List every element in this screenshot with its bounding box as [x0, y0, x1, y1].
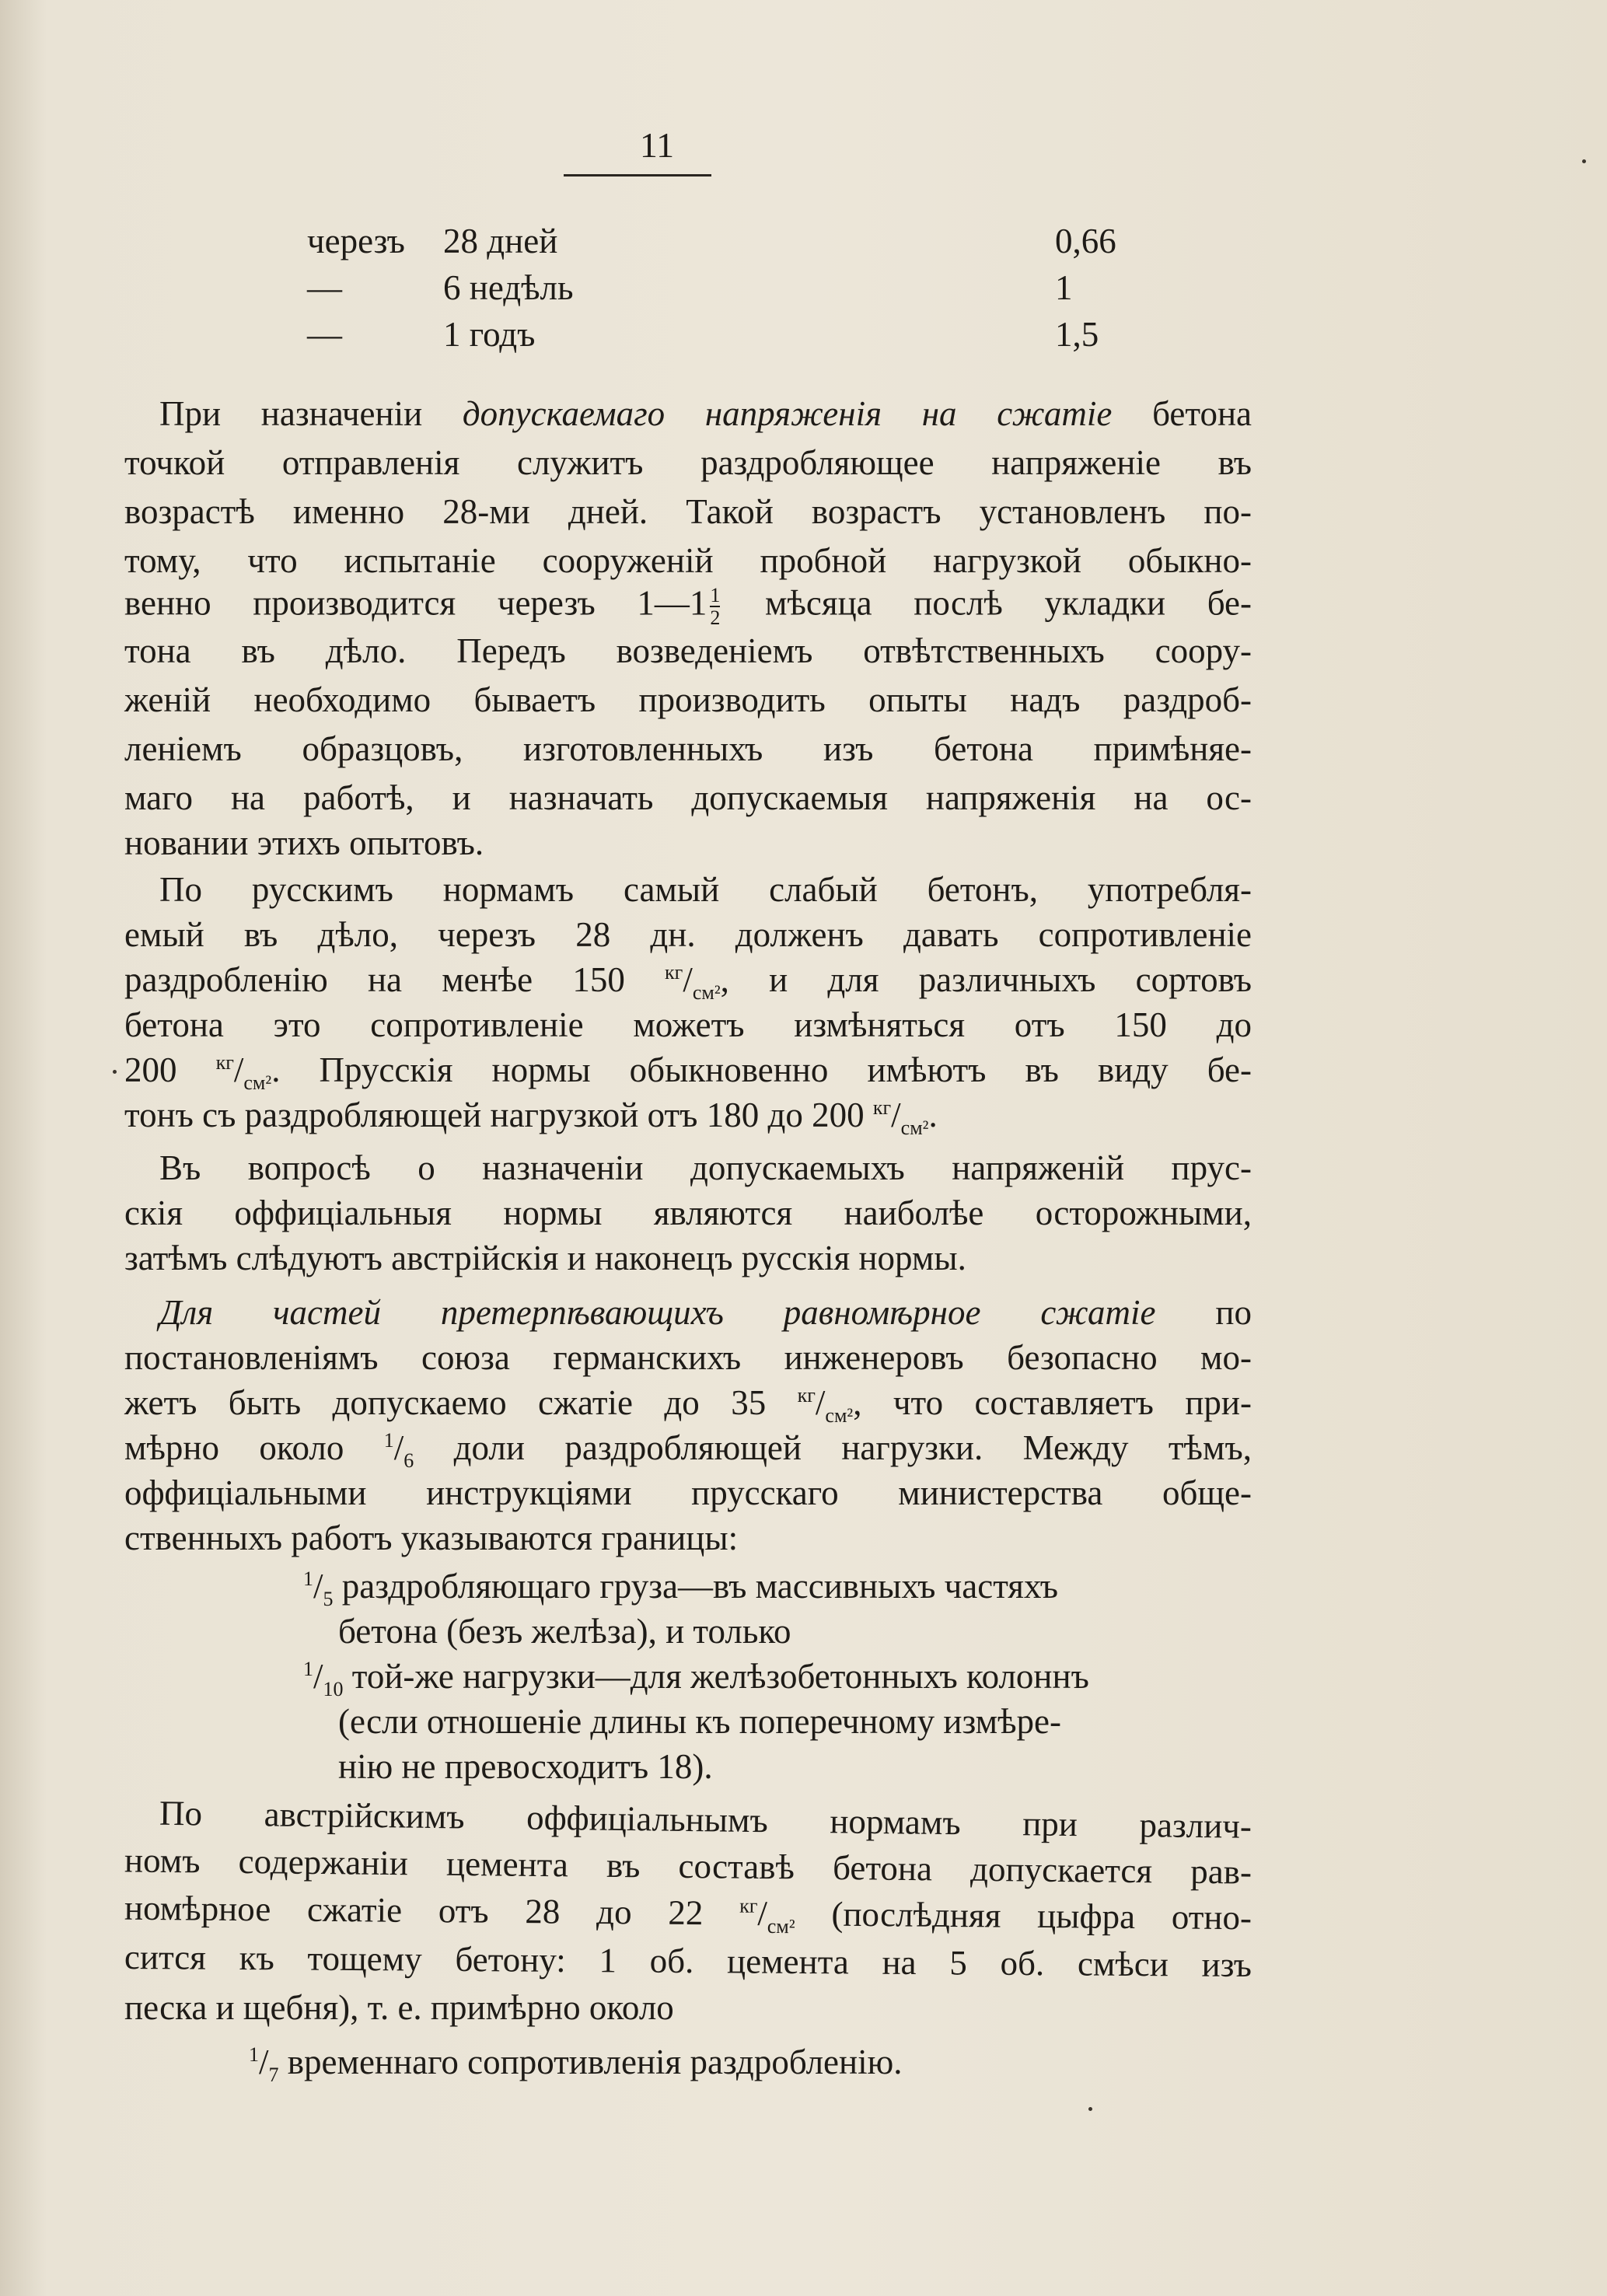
paragraph-line: ственныхъ работъ указываются границы:: [124, 1518, 739, 1557]
table-cell-value: 1,5: [1055, 315, 1099, 354]
table-cell-term: —: [307, 268, 342, 307]
table-cell-term: черезъ: [307, 222, 405, 260]
paragraph-line: песка и щебня), т. е. примѣрно около: [124, 1988, 674, 2027]
paragraph-line: скія оффиціальныя нормы являются наиболѣе осторожными,: [124, 1193, 1252, 1232]
paragraph-line: тона въ дѣло. Передъ возведеніемъ отвѣтственныхъ соору-: [124, 631, 1252, 670]
paragraph-line: Въ вопросѣ о назначеніи допускаемыхъ напряженій прус-: [159, 1148, 1252, 1187]
paragraph-line: емый въ дѣло, черезъ 28 дн. долженъ давать сопротивленіе: [124, 915, 1252, 954]
paragraph-line: бетона это сопротивленіе можетъ измѣняться отъ 150 до: [124, 1005, 1252, 1044]
paragraph-line: сится къ тощему бетону: 1 об. цемента на 5 об. смѣси изъ: [124, 1937, 1252, 1985]
emphasis-text: Для частей претерпѣвающихъ равномѣрное сжатіе: [159, 1293, 1156, 1332]
paragraph-line: затѣмъ слѣдуютъ австрійскія и наконецъ русскія нормы.: [124, 1239, 966, 1277]
list-item-line: $^1/_7$ временнаго сопротивленія раздробленію.: [249, 2043, 903, 2086]
paragraph-line: оффиціальными инструкціями прусскаго министерства обще-: [124, 1473, 1252, 1512]
list-item-line: бетона (безъ желѣза), и только: [338, 1612, 791, 1651]
paragraph-line: 200 $^{кг}/_{см^2}$. Прусскія нормы обыкновенно имѣютъ въ виду бе-: [124, 1050, 1252, 1094]
paragraph-line: постановленіямъ союза германскихъ инженеровъ безопасно мо-: [124, 1338, 1252, 1377]
paper-speck: [113, 1070, 117, 1074]
paragraph-line: маго на работѣ, и назначать допускаемыя напряженія на ос-: [124, 778, 1252, 817]
paragraph-line: По австрійскимъ оффиціальнымъ нормамъ при различ-: [159, 1793, 1252, 1846]
unit-cm2: см²: [900, 1117, 929, 1139]
paragraph-line: тонъ съ раздробляющей нагрузкой отъ 180 до 200 $^{кг}/_{см^2}$.: [124, 1096, 938, 1139]
list-item-line: (если отношеніе длины къ поперечному измѣре-: [338, 1702, 1061, 1741]
fraction-denominator: 10: [323, 1678, 344, 1700]
paragraph-line: возрастѣ именно 28-ми дней. Такой возрастъ установленъ по-: [124, 492, 1252, 531]
paragraph-line: жетъ быть допускаемо сжатіе до 35 $^{кг}/_{см^2}$, что составляетъ при-: [124, 1383, 1252, 1427]
list-item-line: $^1/_5$ раздробляющаго груза—въ массивныхъ частяхъ: [303, 1567, 1059, 1610]
paragraph-line: номѣрное сжатіе отъ 28 до 22 $^{кг}/_{см^2}$ (послѣдняя цыфра отно-: [124, 1888, 1252, 1938]
list-item-line: $^1/_{10}$ той-же нагрузки—для желѣзобетонныхъ колоннъ: [303, 1657, 1089, 1700]
fraction-denominator: 6: [403, 1449, 414, 1472]
paragraph-line: По русскимъ нормамъ самый слабый бетонъ, употребля-: [159, 870, 1252, 909]
unit-cm2: см²: [825, 1404, 854, 1427]
unit-cm2: см²: [767, 1914, 795, 1938]
unit-kg: кг: [797, 1384, 816, 1407]
paragraph-line: женій необходимо бываетъ производить опыты надъ раздроб-: [124, 680, 1252, 719]
paragraph-line: мѣрно около $^1/_6$ доли раздробляющей нагрузки. Между тѣмъ,: [124, 1428, 1252, 1472]
fraction-half: $\frac{1}{2}$: [710, 584, 721, 630]
unit-kg: кг: [872, 1096, 892, 1119]
table-cell-period: 1 годъ: [443, 315, 536, 354]
paragraph-line: венно производится черезъ 1—1 $\frac{1}{2}$ мѣсяца послѣ укладки бе-: [124, 583, 1252, 630]
page-number: 11: [639, 125, 675, 165]
unit-kg: кг: [665, 961, 683, 984]
paper-speck: [1088, 2107, 1092, 2111]
paragraph-line: номъ содержаніи цемента въ составѣ бетона допускается рав-: [124, 1840, 1252, 1892]
paragraph-line: При назначеніи допускаемаго напряженія на сжатіе бетона: [159, 394, 1252, 433]
table-cell-value: 1: [1055, 268, 1073, 307]
fraction-denominator: 7: [268, 2064, 279, 2086]
emphasis-text: допускаемаго напряженія на сжатіе: [462, 394, 1113, 433]
paragraph-line: точкой отправленія служитъ раздробляющее напряженіе въ: [124, 443, 1252, 482]
paper-speck: [1582, 159, 1586, 163]
list-item-line: нію не превосходитъ 18).: [338, 1747, 713, 1786]
paragraph-line: раздробленію на менѣе 150 $^{кг}/_{см^2}$, и для различныхъ сортовъ: [124, 960, 1252, 1004]
table-cell-term: —: [307, 315, 342, 354]
page-number-rule: [564, 174, 711, 176]
paragraph-line: Для частей претерпѣвающихъ равномѣрное сжатіе по: [159, 1293, 1252, 1332]
table-cell-value: 0,66: [1055, 222, 1116, 260]
unit-cm2: см²: [243, 1071, 272, 1094]
unit-kg: кг: [215, 1051, 234, 1074]
paragraph-line: леніемъ образцовъ, изготовленныхъ изъ бетона примѣняе-: [124, 729, 1252, 768]
paragraph-line: новании этихъ опытовъ.: [124, 823, 484, 862]
unit-kg: кг: [739, 1894, 758, 1917]
fraction-denominator: 5: [323, 1588, 334, 1610]
unit-cm2: см²: [692, 981, 721, 1004]
paragraph-line: тому, что испытаніе сооруженій пробной нагрузкой обыкно-: [124, 541, 1252, 580]
table-cell-period: 28 дней: [443, 222, 558, 260]
table-cell-period: 6 недѣль: [443, 268, 574, 307]
